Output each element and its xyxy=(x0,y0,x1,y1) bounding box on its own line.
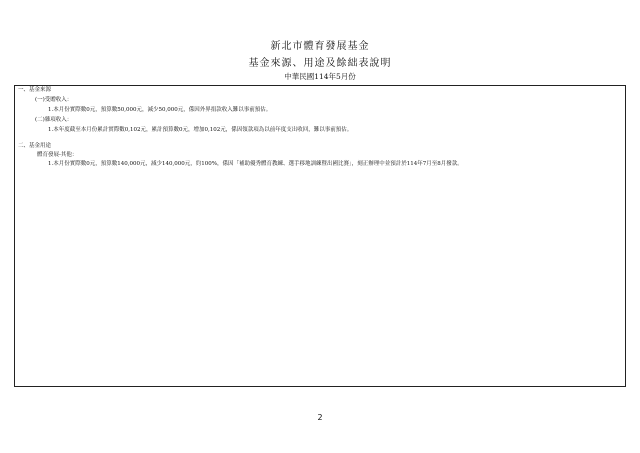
section-heading-revenue: 一、基金來源 xyxy=(18,87,52,93)
donation-income-item: 1.本月份實際數0元，預算數50,000元，減少50,000元，係因外界捐款收入難以事前預估。 xyxy=(48,107,272,113)
subheading-misc-income: (二)雜項收入： xyxy=(35,117,73,123)
sports-development-item: 1.本月份實際數0元，預算數140,000元，減少140,000元，約100%，係因「補助優秀體育教練、選手移地訓練暨出國比賽」，刻正辦理中並預計於114年7月至8月撥款。 xyxy=(48,161,463,167)
page-number: 2 xyxy=(317,413,323,422)
document-period: 中華民國114年5月份 xyxy=(284,72,356,81)
content-frame xyxy=(14,85,626,387)
subheading-sports-development: 體育發展-其他： xyxy=(37,152,78,158)
misc-income-item: 1.本年度截至本月份累計實際數0,102元，累計預算數0元，增加0,102元，係因領款項為以前年度支出收回，難以事前預估。 xyxy=(48,127,353,133)
section-heading-expenditure: 二、基金用途 xyxy=(18,143,52,149)
subheading-donation-income: (一)受贈收入： xyxy=(35,97,73,103)
document-title: 新北市體育發展基金 xyxy=(270,41,370,52)
document-subtitle: 基金來源、用途及餘絀表說明 xyxy=(248,58,392,69)
